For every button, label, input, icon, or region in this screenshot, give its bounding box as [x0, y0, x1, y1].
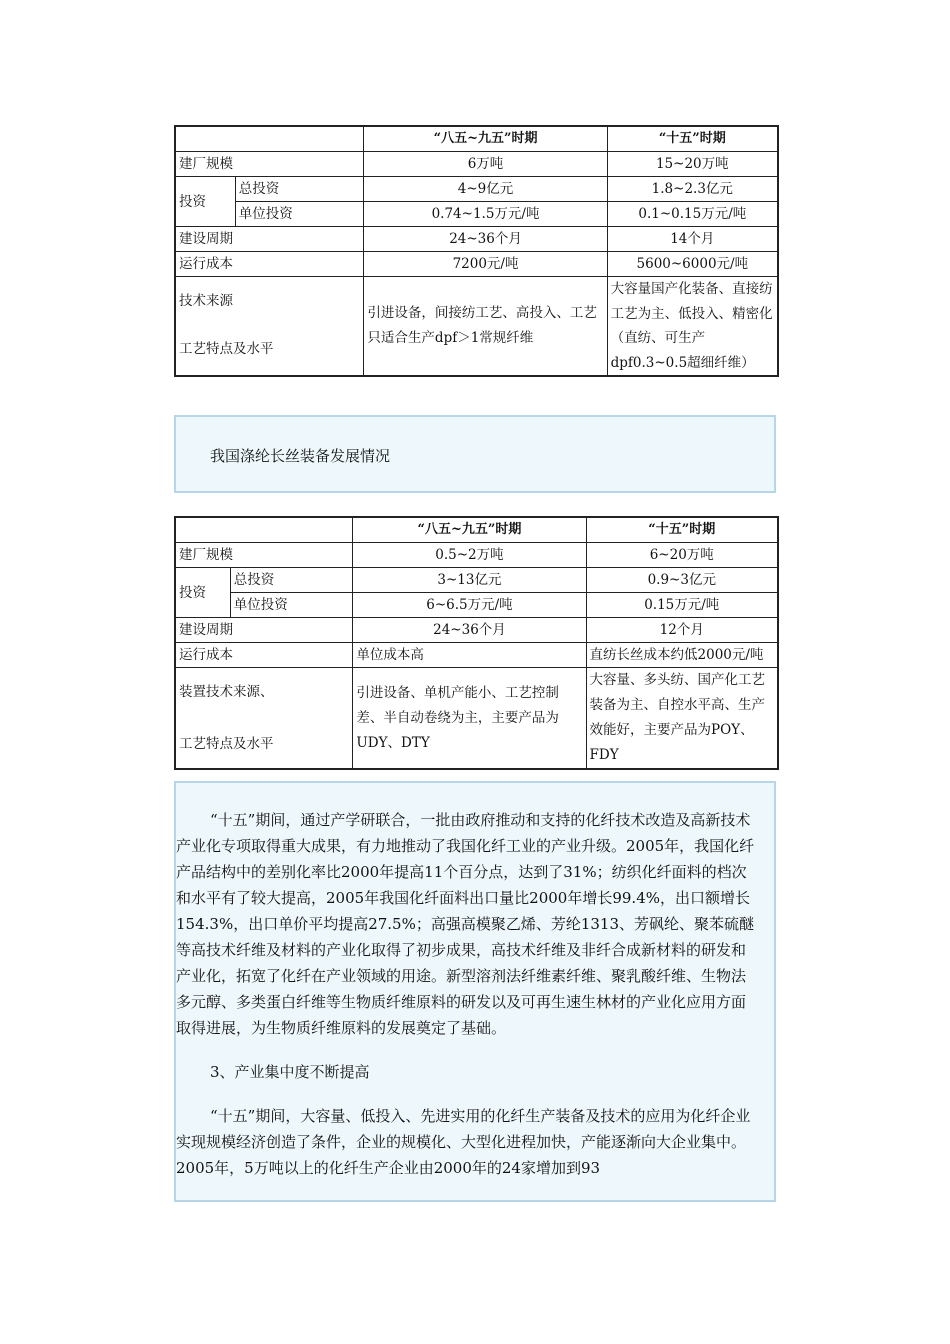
paragraph: “十五”期间，大容量、低投入、先进实用的化纤生产装备及技术的应用为化纤企业实现规模经济创造了条件，企业的规模化、大型化进程加快，产能逐渐向大企业集中。2005年，5万吨以上的化纤生产企业由2000年的24家增加到93	[176, 1107, 751, 1177]
table-header-row	[175, 517, 778, 543]
sub-row-label: 总投资	[235, 177, 364, 202]
header-period-2: “十五”时期	[607, 126, 778, 152]
cell-value: 单位成本高	[353, 643, 586, 668]
row-label: 建厂规模	[175, 152, 364, 177]
row-label: 工艺特点及水平	[179, 736, 274, 752]
cell-value: 0.5~2万吨	[353, 543, 586, 568]
table-row	[175, 177, 778, 202]
equipment-table-1	[174, 125, 779, 377]
row-label: 投资	[175, 568, 230, 618]
table-header-row	[175, 126, 778, 152]
row-label: 运行成本	[175, 643, 353, 668]
cell-value: 14个月	[607, 227, 778, 252]
cell-value: 6万吨	[364, 152, 607, 177]
table-row	[175, 593, 778, 618]
cell-value: 0.15万元/吨	[586, 593, 778, 618]
table-row	[175, 152, 778, 177]
header-period-1: “八五~九五”时期	[364, 126, 607, 152]
section-heading: 3、产业集中度不断提高	[210, 1063, 370, 1081]
cell-value: 6~6.5万元/吨	[353, 593, 586, 618]
header-period-2: “十五”时期	[586, 517, 778, 543]
table-row	[175, 277, 778, 377]
cell-value: 直纺长丝成本约低2000元/吨	[586, 643, 778, 668]
cell-value: 15~20万吨	[607, 152, 778, 177]
cell-value: 大容量国产化装备、直接纺工艺为主、低投入、精密化（直纺、可生产dpf0.3~0.5超细纤维）	[607, 277, 778, 377]
caption-box	[174, 415, 776, 493]
header-period-1: “八五~九五”时期	[353, 517, 586, 543]
cell-value: 12个月	[586, 618, 778, 643]
paragraph: “十五”期间，通过产学研联合，一批由政府推动和支持的化纤技术改造及高新技术产业化专项取得重大成果，有力地推动了我国化纤工业的产业升级。2005年，我国化纤产品结构中的差别化率比2000年提高11个百分点，达到了31%；纺织化纤面料的档次和水平有了较大提高，2005年我国化纤面料出口量比2000年增长99.4%，出口额增长154.3%，出口单价平均提高27.5%；高强高模聚乙烯、芳纶1313、芳砜纶、聚苯硫醚等高技术纤维及材料的产业化取得了初步成果，高技术纤维及非纤合成新材料的研发和产业化，拓宽了化纤在产业领域的用途。新型溶剂法纤维素纤维、聚乳酸纤维、生物法多元醇、多类蛋白纤维等生物质纤维原料的研发以及可再生速生林材的产业化应用方面取得进展，为生物质纤维原料的发展奠定了基础。	[176, 811, 755, 1037]
cell-value: 5600~6000元/吨	[607, 252, 778, 277]
cell-value: 0.74~1.5万元/吨	[364, 202, 607, 227]
header-blank	[175, 517, 353, 543]
cell-value: 大容量、多头纺、国产化工艺装备为主、自控水平高、生产效能好，主要产品为POY、FDY	[586, 668, 778, 770]
sub-row-label: 单位投资	[230, 593, 353, 618]
cell-value: 6~20万吨	[586, 543, 778, 568]
table-row	[175, 252, 778, 277]
row-label: 建设周期	[175, 618, 353, 643]
cell-value: 0.1~0.15万元/吨	[607, 202, 778, 227]
table-row	[175, 202, 778, 227]
row-label: 装置技术来源、	[179, 684, 274, 700]
cell-value: 1.8~2.3亿元	[607, 177, 778, 202]
cell-value: 引进设备、单机产能小、工艺控制差、半自动卷绕为主，主要产品为UDY、DTY	[353, 668, 586, 770]
equipment-table-2	[174, 516, 779, 770]
table-row	[175, 568, 778, 593]
table-row	[175, 543, 778, 568]
cell-value: 3~13亿元	[353, 568, 586, 593]
row-label: 技术来源	[179, 293, 233, 309]
sub-row-label: 单位投资	[235, 202, 364, 227]
sub-row-label: 总投资	[230, 568, 353, 593]
cell-value: 7200元/吨	[364, 252, 607, 277]
cell-value: 4~9亿元	[364, 177, 607, 202]
row-label: 工艺特点及水平	[179, 341, 274, 357]
table-row	[175, 227, 778, 252]
body-text-box	[174, 781, 776, 1202]
table-caption: 我国涤纶长丝装备发展情况	[210, 447, 391, 465]
cell-value: 引进设备，间接纺工艺、高投入、工艺只适合生产dpf＞1常规纤维	[364, 277, 607, 377]
row-label: 投资	[175, 177, 235, 227]
row-label: 运行成本	[175, 252, 364, 277]
cell-value: 0.9~3亿元	[586, 568, 778, 593]
cell-value: 24~36个月	[353, 618, 586, 643]
table-row	[175, 668, 778, 770]
row-label: 建厂规模	[175, 543, 353, 568]
header-blank	[175, 126, 364, 152]
table-row	[175, 618, 778, 643]
row-label-cell	[175, 668, 353, 770]
table-row	[175, 643, 778, 668]
row-label: 建设周期	[175, 227, 364, 252]
row-label-cell	[175, 277, 364, 377]
cell-value: 24~36个月	[364, 227, 607, 252]
